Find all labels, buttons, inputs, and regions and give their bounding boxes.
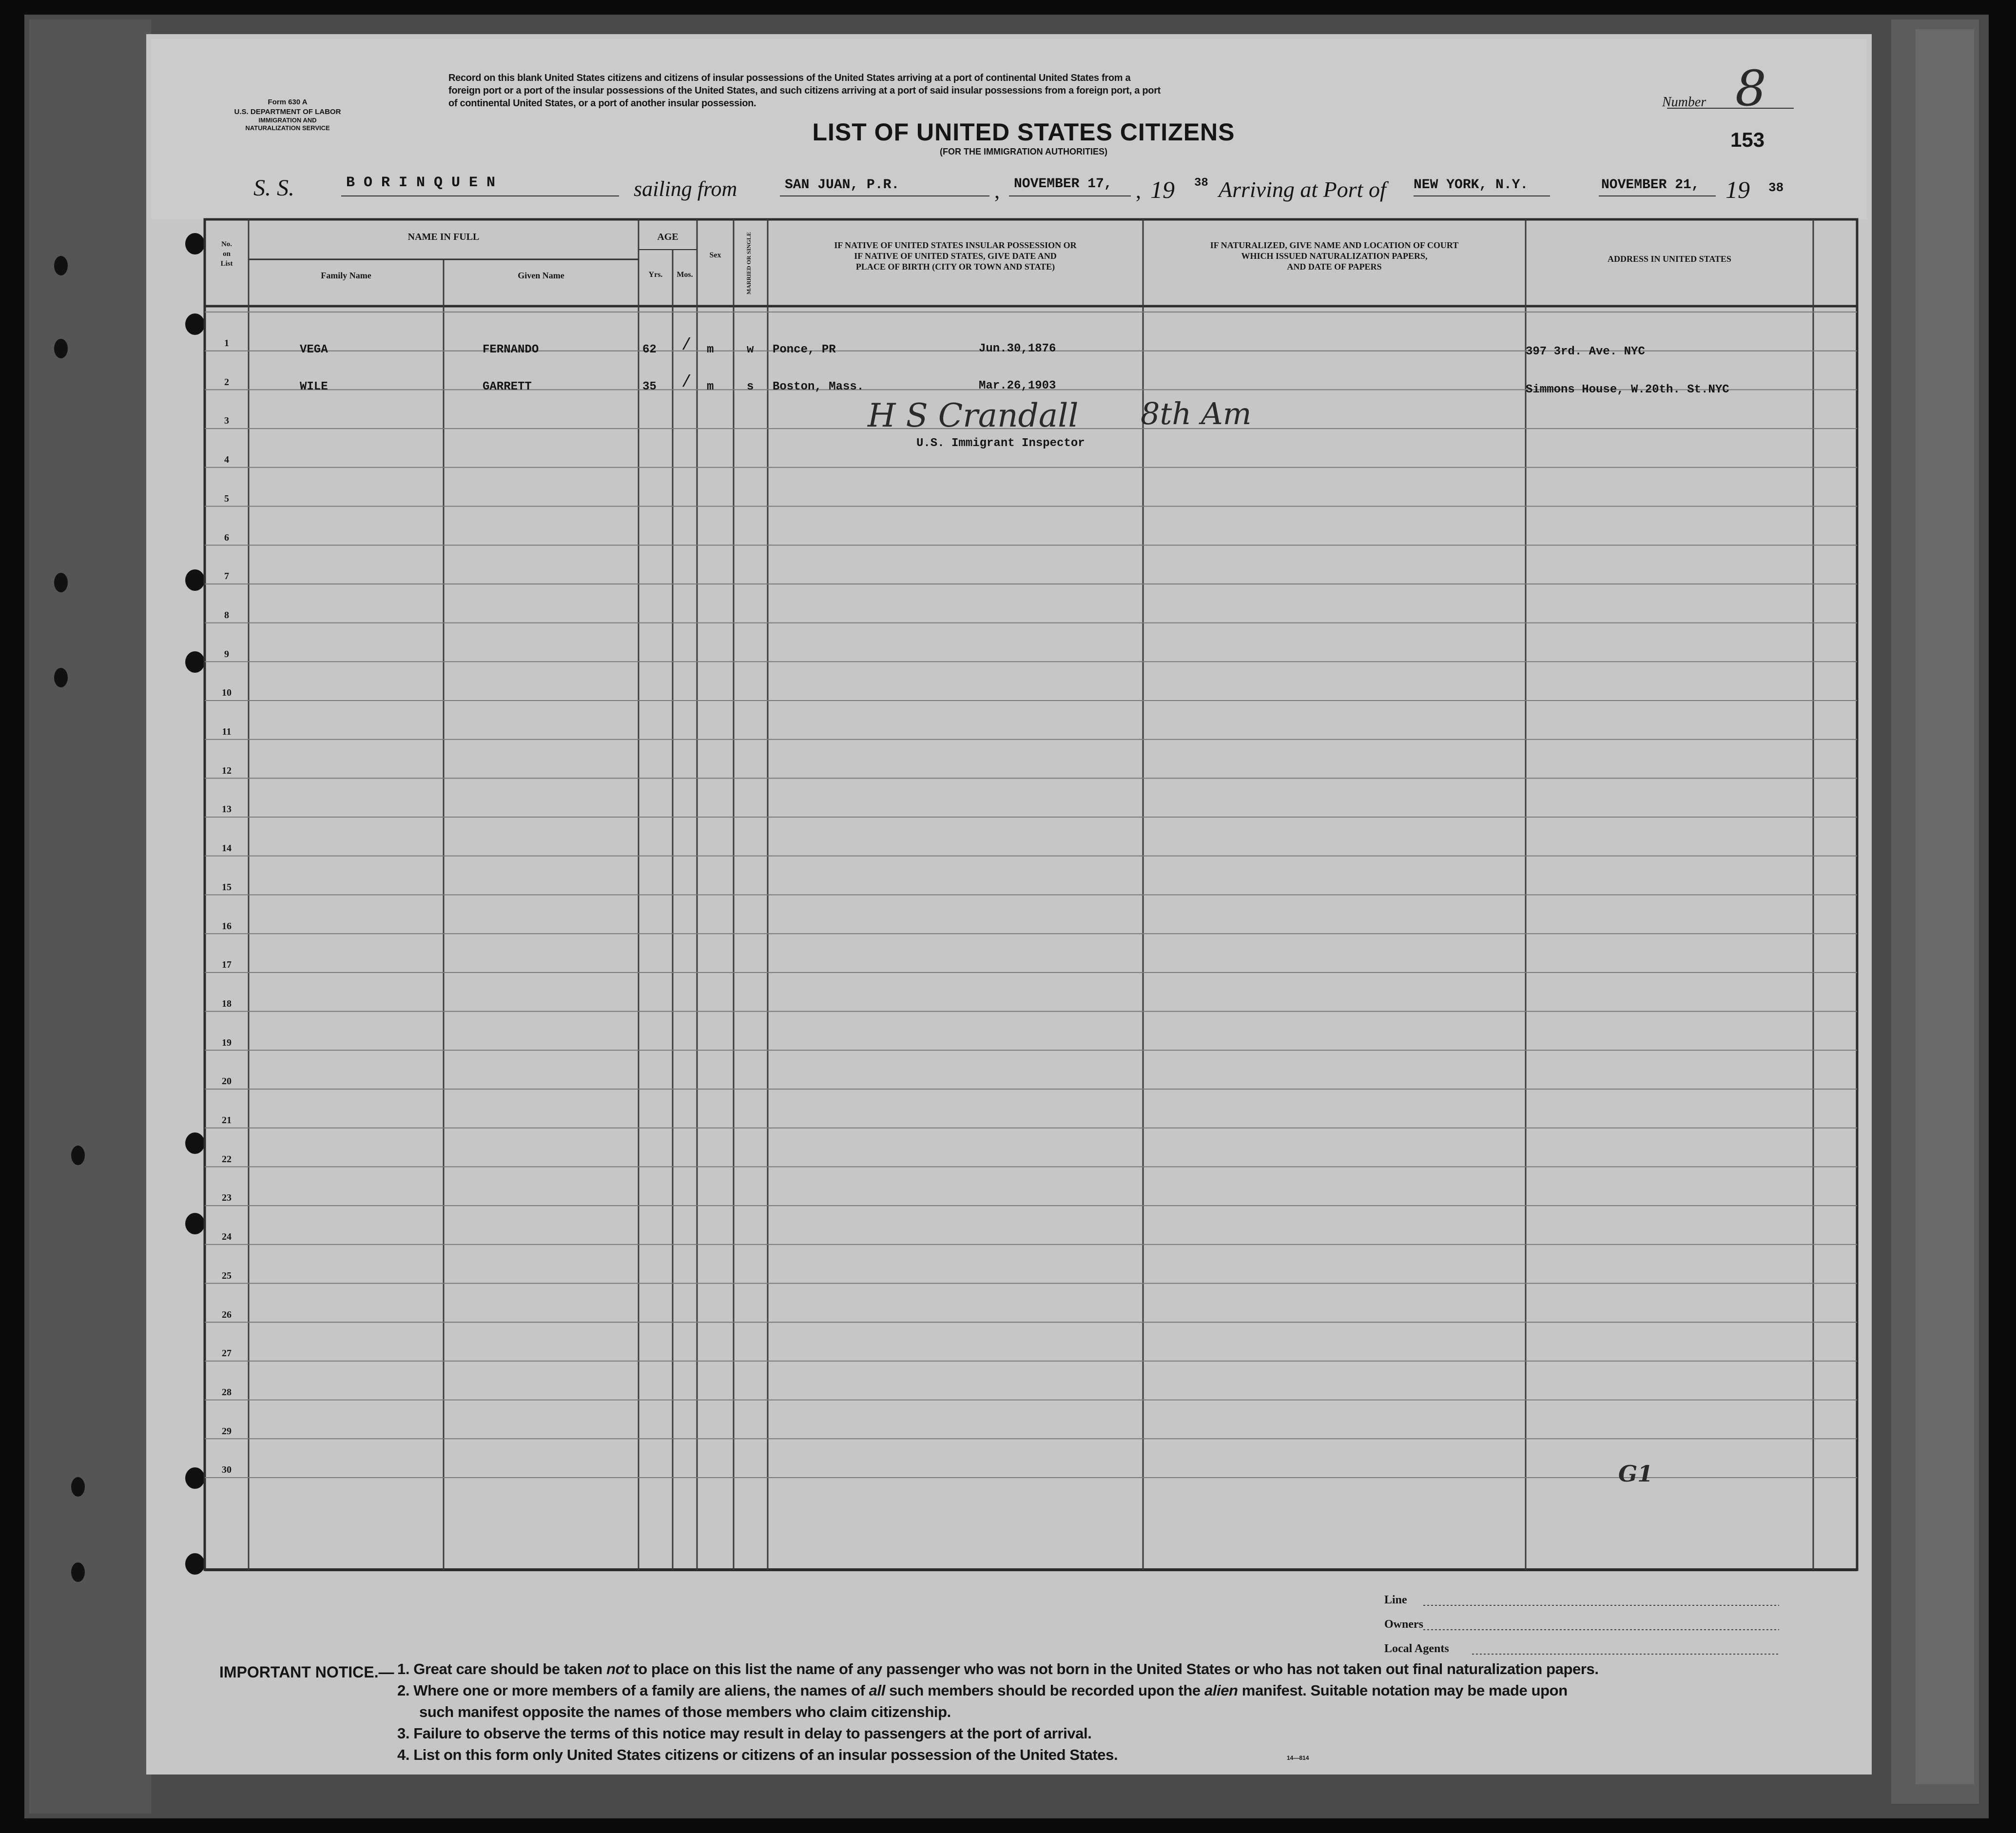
row-number: 11: [222, 726, 232, 737]
address-cell: 397 3rd. Ave. NYC: [1526, 345, 1645, 358]
notice-item-1: [397, 1661, 1599, 1677]
marital-cell: s: [747, 380, 754, 393]
row-number: 23: [222, 1192, 232, 1204]
row-number: 13: [222, 804, 232, 815]
notice-item-2-continued: such manifest opposite the names of those members who claim citizenship.: [419, 1703, 951, 1720]
notice-item-2-text-a: 2. Where one or more members of a family are aliens, the names of: [397, 1682, 869, 1699]
row-number: 14: [222, 843, 232, 854]
row-number: 4: [224, 454, 229, 466]
header-given-name: Given Name: [518, 271, 564, 280]
birthplace-cell: Ponce, PR: [773, 343, 836, 356]
ss-label: S. S.: [253, 175, 294, 201]
age-months-cell: /: [681, 336, 692, 355]
instructions-line3: of continental United States, or a port of another insular possession.: [448, 98, 756, 109]
notice-item-1-emphasis: not: [606, 1660, 630, 1677]
row-number: 12: [222, 765, 232, 776]
row-number: 22: [222, 1153, 232, 1165]
comma-2: ,: [1136, 179, 1141, 203]
given-name-cell: FERNANDO: [483, 343, 539, 356]
sheet-number: 153: [1730, 128, 1765, 151]
year-prefix-1: 19: [1150, 176, 1175, 203]
row-number: 28: [222, 1386, 232, 1398]
header-married-or-single: MARRIED OR SINGLE: [745, 232, 752, 295]
number-label: Number: [1662, 95, 1706, 110]
header-naturalized-line2: WHICH ISSUED NATURALIZATION PAPERS,: [1241, 251, 1428, 261]
row-number: 2: [224, 376, 229, 388]
row-number: 1: [224, 338, 229, 349]
header-birth-line2: IF NATIVE OF UNITED STATES, GIVE DATE AND: [854, 251, 1057, 261]
row-number: 17: [222, 959, 232, 971]
sex-cell: m: [707, 380, 714, 393]
notice-item-1-text-a: 1. Great care should be taken: [397, 1660, 607, 1677]
page-subtitle: (FOR THE IMMIGRATION AUTHORITIES): [940, 147, 1107, 156]
service-name-line1: IMMIGRATION AND: [258, 117, 317, 124]
notice-item-2-emphasis-2: alien: [1204, 1682, 1238, 1699]
row-number: 3: [224, 415, 229, 427]
margin-mark: G1: [1618, 1461, 1653, 1487]
row-number: 19: [222, 1037, 232, 1048]
row-number: 29: [222, 1425, 232, 1437]
notice-item-3: 3. Failure to observe the terms of this notice may result in delay to passengers at the port of arrival.: [397, 1725, 1092, 1742]
line-label: Line: [1384, 1594, 1407, 1606]
family-name-cell: WILE: [300, 380, 328, 393]
row-number: 30: [222, 1464, 232, 1476]
row-number: 16: [222, 920, 232, 932]
print-code: 14—814: [1287, 1755, 1309, 1761]
row-number: 24: [222, 1231, 232, 1243]
inspector-note: 8th Am: [1141, 396, 1252, 431]
form-number: Form 630 A: [268, 98, 308, 106]
comma-1: ,: [994, 179, 1000, 203]
service-name-line2: NATURALIZATION SERVICE: [245, 124, 330, 132]
header-birth-line3: PLACE OF BIRTH (CITY OR TOWN AND STATE): [855, 262, 1055, 272]
header-sex: Sex: [709, 251, 721, 259]
birthdate-cell: Jun.30,1876: [979, 342, 1056, 355]
notice-item-2-text-b: such members should be recorded upon the: [885, 1682, 1204, 1699]
row-number: 9: [224, 648, 229, 660]
row-number: 26: [222, 1309, 232, 1320]
sailing-from-port: SAN JUAN, P.R.: [785, 177, 900, 193]
address-cell: Simmons House, W.20th. St.NYC: [1526, 383, 1729, 396]
inspector-signature: H S Crandall: [868, 397, 1079, 434]
header-naturalized-line1: IF NATURALIZED, GIVE NAME AND LOCATION OF COURT: [1210, 240, 1459, 250]
sex-cell: m: [707, 343, 714, 356]
year-suffix-2: 38: [1768, 180, 1784, 195]
year-prefix-2: 19: [1725, 176, 1750, 203]
header-list: List: [220, 260, 233, 268]
instructions-line2: foreign port or a port of the insular possessions of the United States, and such citizens arriving at a port of said insular possessions from a foreign port, a port: [448, 85, 1161, 96]
row-number: 20: [222, 1076, 232, 1087]
birthdate-cell: Mar.26,1903: [979, 379, 1056, 392]
row-number: 27: [222, 1348, 232, 1359]
page-title: LIST OF UNITED STATES CITIZENS: [812, 118, 1235, 146]
department-name: U.S. DEPARTMENT OF LABOR: [234, 108, 341, 116]
notice-heading: IMPORTANT NOTICE.—: [219, 1663, 394, 1681]
row-number: 7: [224, 571, 229, 582]
header-mos: Mos.: [677, 271, 693, 279]
header-yrs: Yrs.: [648, 271, 663, 279]
row-number: 8: [224, 609, 229, 621]
header-birth-line1: IF NATIVE OF UNITED STATES INSULAR POSSESSION OR: [834, 240, 1077, 250]
number-handwritten: 8: [1735, 60, 1766, 117]
row-number: 10: [222, 687, 232, 699]
row-number: 21: [222, 1115, 232, 1126]
header-address: ADDRESS IN UNITED STATES: [1608, 254, 1731, 264]
owners-label: Owners: [1384, 1618, 1423, 1631]
row-number: 18: [222, 998, 232, 1009]
marital-cell: w: [747, 343, 754, 356]
birthplace-cell: Boston, Mass.: [773, 380, 864, 393]
header-age: AGE: [657, 232, 678, 242]
notice-item-2-emphasis-1: all: [869, 1682, 885, 1699]
row-number: 25: [222, 1270, 232, 1281]
sailing-from-label: sailing from: [634, 177, 737, 201]
notice-item-2: [397, 1683, 1568, 1698]
row-number: 5: [224, 493, 229, 504]
arriving-label: Arriving at Port of: [1219, 177, 1386, 202]
inspector-title: U.S. Immigrant Inspector: [916, 437, 1085, 450]
age-months-cell: /: [681, 373, 692, 392]
departure-date: NOVEMBER 17,: [1014, 176, 1112, 192]
ship-name: B O R I N Q U E N: [346, 175, 496, 191]
notice-item-4: 4. List on this form only United States citizens or citizens of an insular possession of the United States.: [397, 1746, 1118, 1763]
arrival-port: NEW YORK, N.Y.: [1414, 177, 1529, 193]
header-family-name: Family Name: [321, 271, 371, 280]
year-suffix-1: 38: [1194, 176, 1208, 190]
local-agents-label: Local Agents: [1384, 1642, 1449, 1655]
header-on: on: [223, 250, 231, 258]
arrival-date: NOVEMBER 21,: [1601, 177, 1700, 193]
header-no: No.: [221, 240, 233, 248]
row-number: 15: [222, 881, 232, 893]
age-years-cell: 35: [642, 380, 657, 393]
notice-item-1-text-b: to place on this list the name of any passenger who was not born in the United States or who has not taken out final naturalization papers.: [629, 1660, 1599, 1677]
header-name-in-full: NAME IN FULL: [407, 232, 480, 242]
given-name-cell: GARRETT: [483, 380, 532, 393]
notice-item-2-text-c: manifest. Suitable notation may be made upon: [1238, 1682, 1568, 1699]
age-years-cell: 62: [642, 343, 657, 356]
header-naturalized-line3: AND DATE OF PAPERS: [1287, 262, 1382, 272]
instructions-line1: Record on this blank United States citizens and citizens of insular possessions of the United States arriving at a port of continental United States from a: [448, 73, 1131, 83]
family-name-cell: VEGA: [300, 343, 328, 356]
row-number: 6: [224, 532, 229, 543]
